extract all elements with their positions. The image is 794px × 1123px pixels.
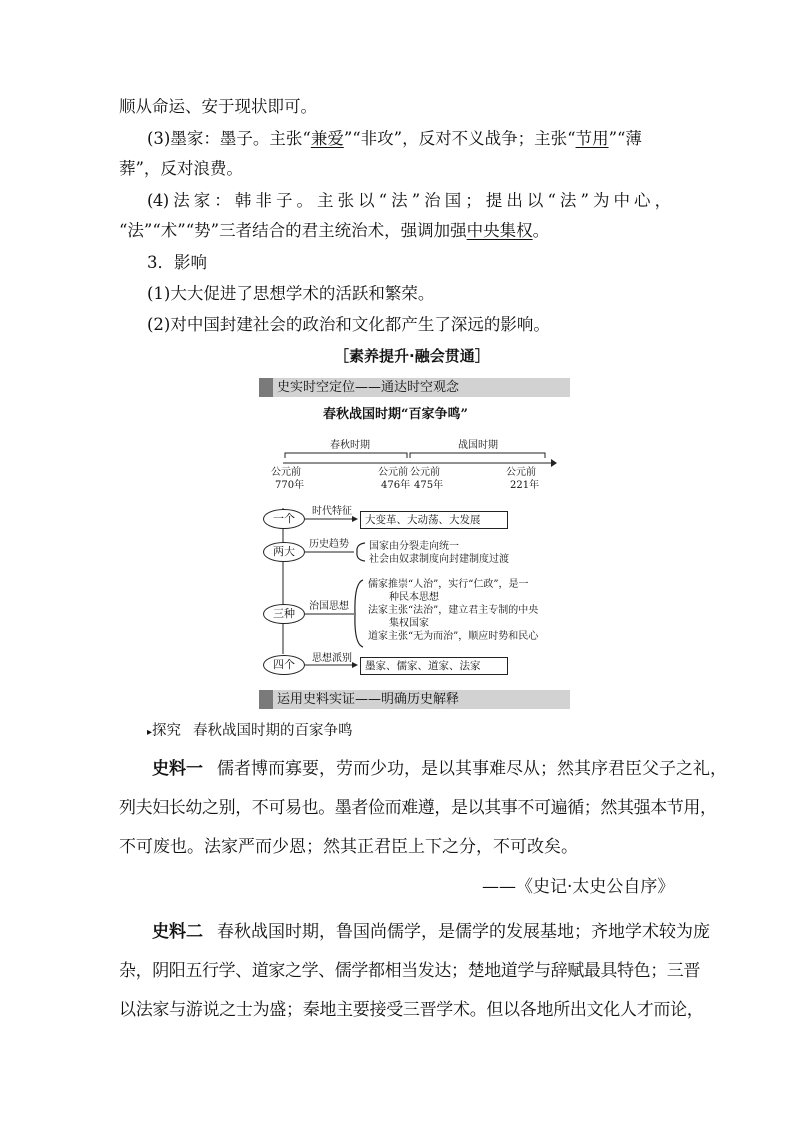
text-line-7: (1)大大促进了思想学术的活跃和繁荣。 [147, 284, 435, 303]
banner-title: 运用史料实证——明确历史解释 [277, 692, 460, 707]
thought-confucian-a: 儒家推崇“人治”，实行“仁政”，是一 [368, 579, 529, 590]
source1-line3: 不可废也。法家严而少恩；然其正君臣上下之分，不可改矣。 [119, 837, 578, 857]
period-warring-states: 战国时期 [458, 440, 498, 451]
node-one: 一个 [263, 509, 305, 529]
text-line-1: 顺从命运、安于现状即可。 [119, 97, 317, 116]
thought-confucian-b: 种民本思想 [389, 592, 439, 603]
mohism-intro: (3)墨家：墨子。主张“ [147, 129, 311, 148]
period-spring-autumn: 春秋时期 [330, 440, 370, 451]
trend-1: 国家由分裂走向统一 [369, 541, 459, 552]
tick-221-b: 221年 [510, 480, 540, 491]
source1-label: 史料一 [152, 759, 203, 779]
text-line-5 [119, 220, 549, 242]
banner-evidence [259, 690, 570, 709]
section-heading: ［素养提升·融会贯通］ [334, 347, 490, 365]
label-historical-trend: 历史趋势 [309, 539, 349, 550]
heading-influence: 3．影响 [147, 253, 207, 272]
box-schools: 墨家、儒家、道家、法家 [360, 657, 508, 675]
node-four: 四个 [263, 655, 305, 675]
mohism-mid: ”“非攻”，反对不义战争；主张“ [343, 129, 576, 148]
thought-legalist-b: 集权国家 [389, 618, 429, 629]
term-jianai: 兼爱 [310, 129, 344, 148]
thought-daoist: 道家主张“无为而治”，顺应时势和民心 [368, 631, 539, 642]
text-line-mohism [147, 128, 642, 150]
source2-text1: 春秋战国时期，鲁国尚儒学，是儒学的发展基地；齐地学术较为庞 [217, 922, 710, 942]
tick-476-b: 476年 [381, 480, 411, 491]
source2-line3: 以法家与游说之士为盛；秦地主要接受三晋学术。但以各地所出文化人才而论， [119, 1000, 704, 1020]
tick-476-a: 公元前 [378, 467, 408, 478]
inquiry-title: 春秋战国时期的百家争鸣 [193, 723, 353, 739]
source1-text1: 儒者博而寡要，劳而少功，是以其事难尽从；然其序君臣父子之礼， [217, 759, 727, 779]
source1-line1 [152, 758, 727, 780]
banner-bar [259, 378, 273, 397]
source2-line1 [152, 921, 710, 943]
banner-title: 史实时空定位——通达时空观念 [277, 380, 460, 395]
text-line-8: (2)对中国封建社会的政治和文化都产生了深远的影响。 [147, 315, 550, 334]
source2-label: 史料二 [152, 922, 203, 942]
tick-770-a: 公元前 [271, 467, 301, 478]
mohism-end: ”“薄 [608, 129, 642, 148]
thought-legalist-a: 法家主张“法治”，建立君主专制的中央 [368, 605, 539, 616]
inquiry-label: 探究 [152, 723, 182, 739]
text-line-legalism: (4) 法 家 ： 韩 非 子 。 主 张 以 “ 法 ” 治 国 ； 提 出 以 “ 法 ” 为 中 心 ， [147, 191, 671, 210]
legalism-end: 。 [532, 221, 550, 240]
inquiry-heading [147, 720, 353, 744]
source1-citation: ——《史记·太史公自序》 [482, 877, 675, 897]
source2-line2: 杂，阴阳五行学、道家之学、儒学都相当发达；楚地道学与辞赋最具特色；三晋 [119, 961, 700, 981]
tick-770-b: 770年 [275, 480, 305, 491]
label-era-feature: 时代特征 [312, 506, 352, 517]
banner-timeline [259, 378, 570, 397]
tick-475-b: 475年 [414, 480, 444, 491]
trend-2: 社会由奴隶制度向封建制度过渡 [369, 554, 509, 565]
label-schools: 思想派别 [312, 653, 352, 664]
legalism-cont: “法”“术”“势”三者结合的君主统治术，强调加强 [119, 221, 467, 240]
label-governance-thought: 治国思想 [309, 601, 349, 612]
concept-diagram [255, 403, 575, 683]
term-jieyong: 节用 [575, 129, 609, 148]
tick-221-a: 公元前 [506, 467, 536, 478]
text-line-3: 葬”，反对浪费。 [119, 159, 243, 178]
node-two: 两大 [263, 542, 305, 562]
source1-line2: 列夫妇长幼之别，不可易也。墨者俭而难遵，是以其事不可遍循；然其强本节用， [119, 798, 717, 818]
node-three: 三种 [263, 604, 305, 624]
diagram-title: 春秋战国时期“百家争鸣” [323, 407, 468, 422]
triangle-icon: ▸ [147, 727, 153, 738]
box-era-feature: 大变革、大动荡、大发展 [360, 511, 508, 529]
tick-475-a: 公元前 [410, 467, 440, 478]
term-centralization: 中央集权 [466, 221, 533, 240]
banner-bar [259, 690, 273, 709]
